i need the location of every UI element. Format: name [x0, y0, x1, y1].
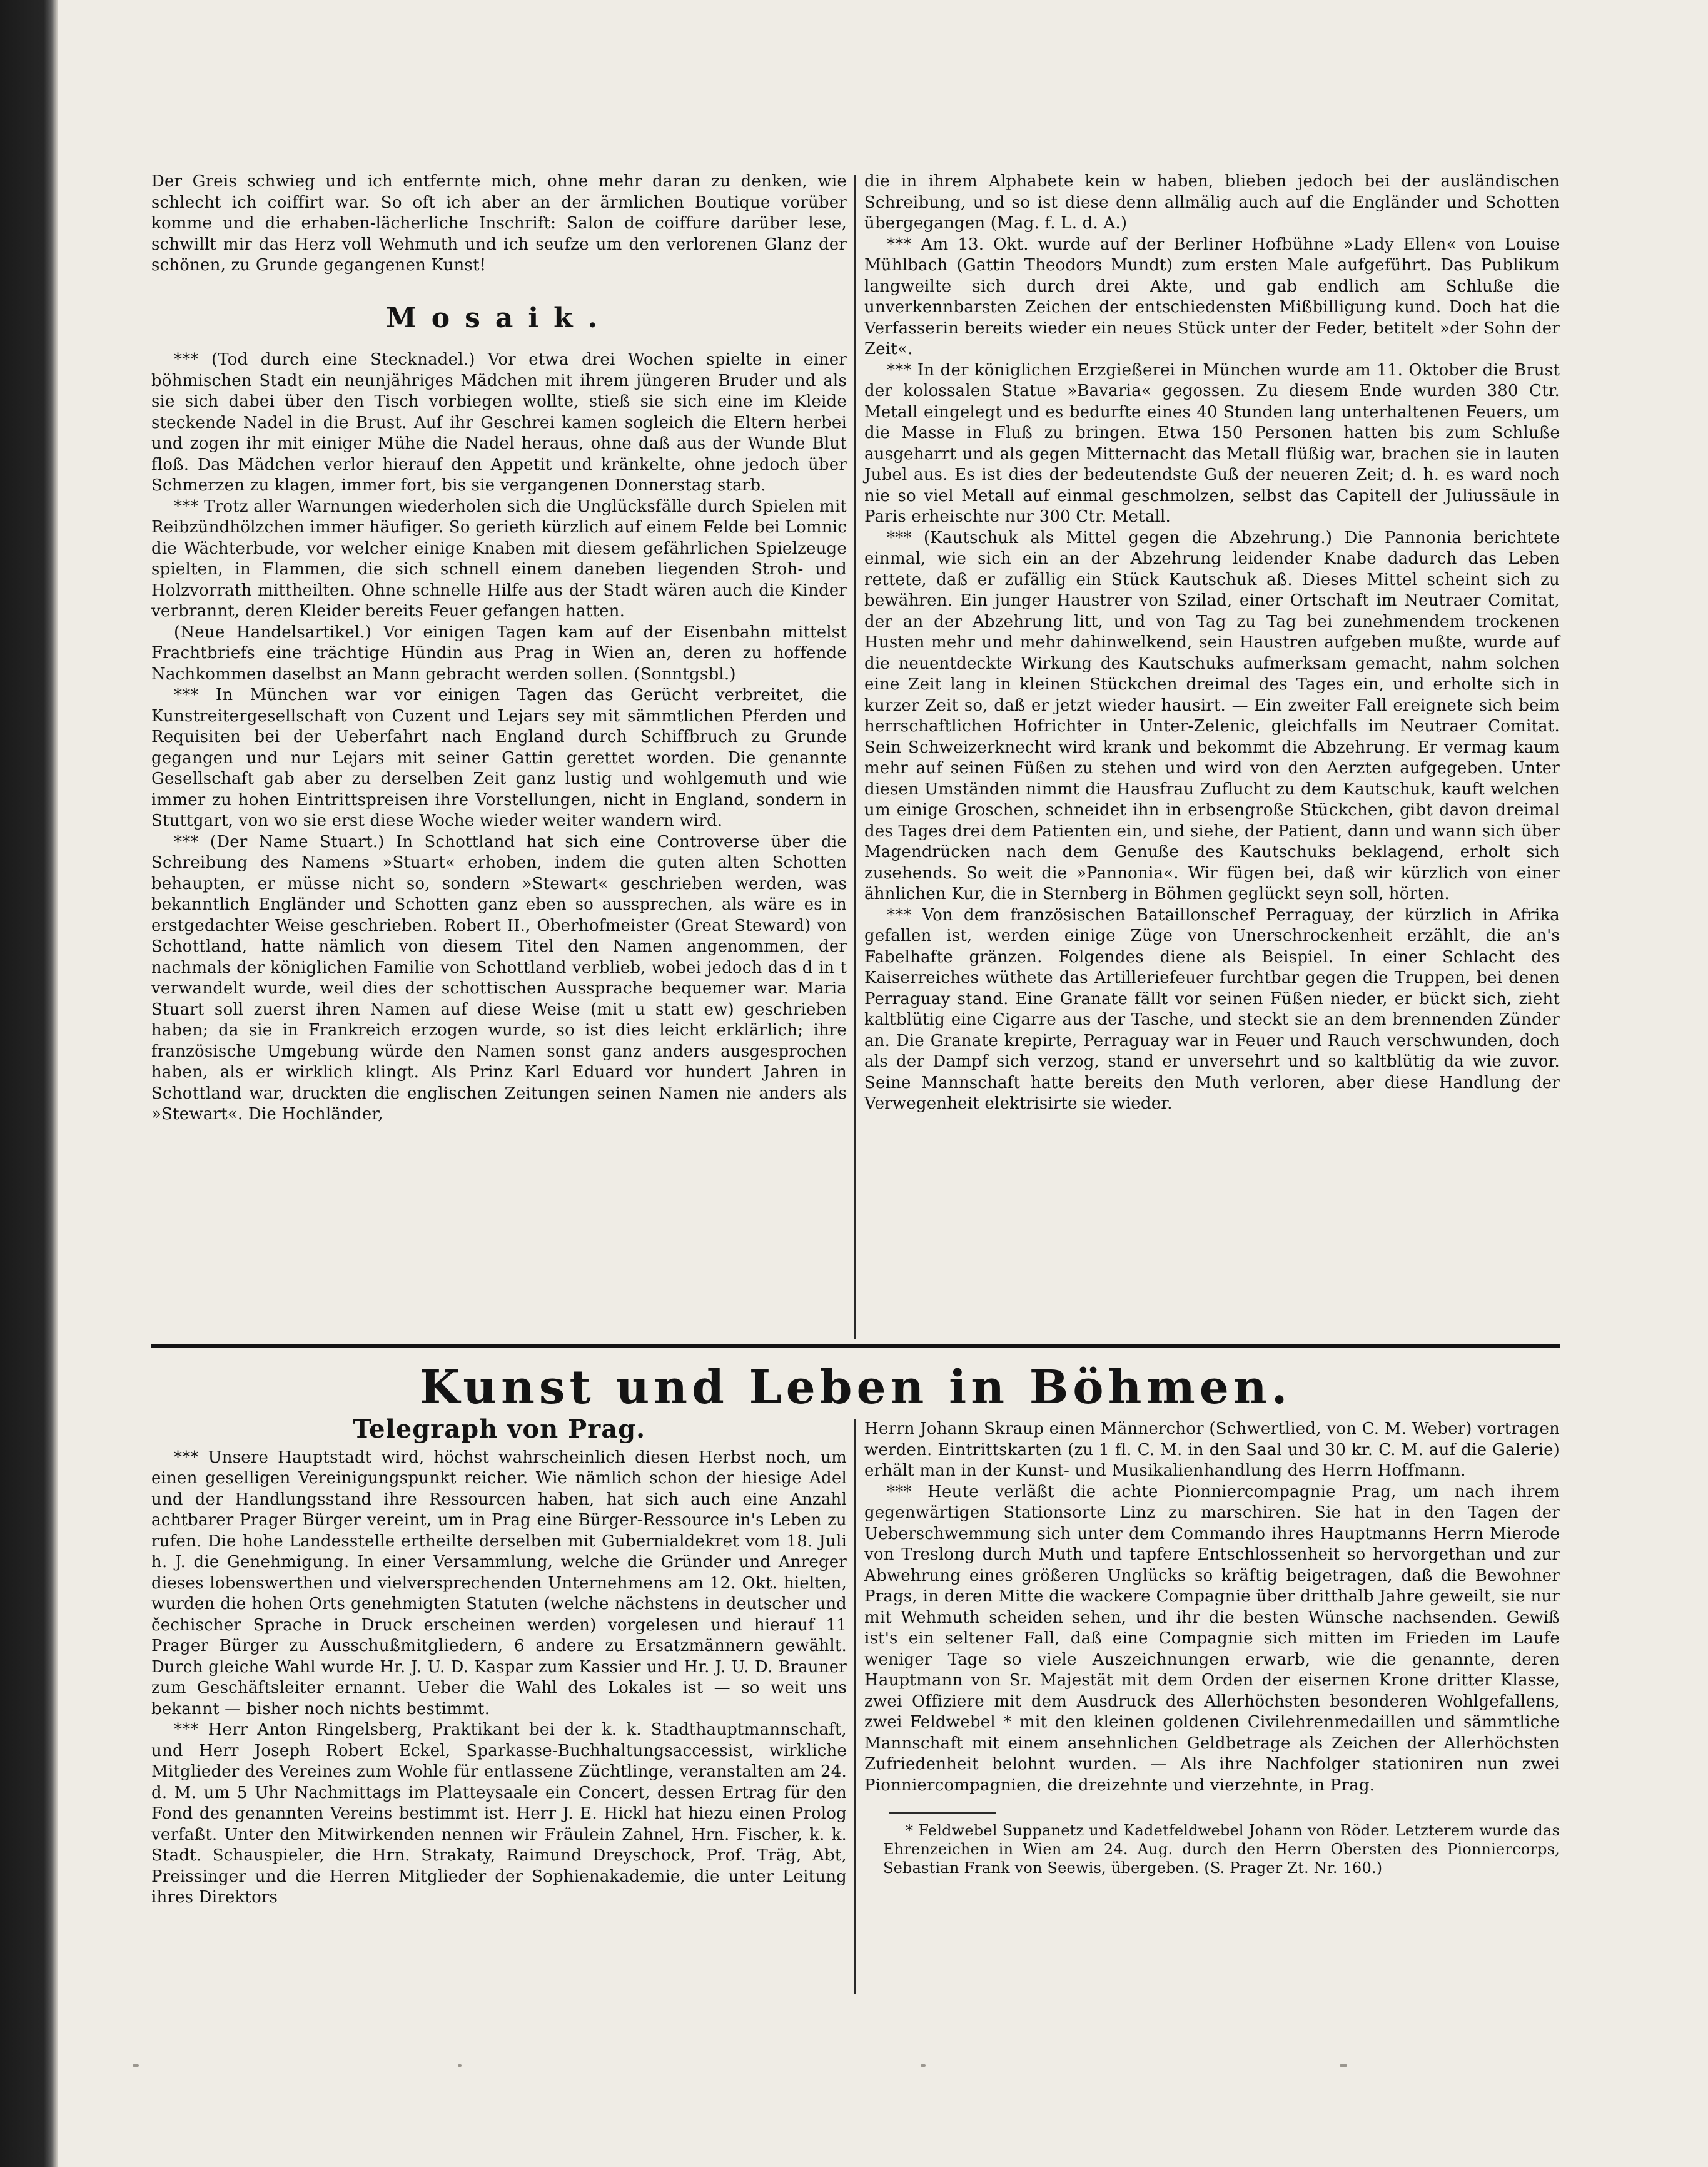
scan-book-edge — [0, 0, 58, 2167]
column-rule-bottom — [854, 1419, 856, 1994]
column-rule-top — [854, 175, 856, 1339]
column-right-top — [864, 171, 1560, 1115]
article-paragraph: (Neue Handelsartikel.) Vor einigen Tagen kam auf der Eisenbahn mittelst Frachtbriefs eine trächtige Hündin aus Prag in Wien an, deren zu hoffende Nachkommen daselbst an Mann gebracht werden sollen. (Sonntgsbl.) — [151, 622, 847, 684]
article-paragraph: *** (Tod durch eine Stecknadel.) Vor etwa drei Wochen spielte in einer böhmischen Stadt ein neunjähriges Mädchen mit ihrem jüngeren Bruder und als sie sich dabei über den Tisch vorbiegen wollte, stieß sie sich eine im Kleide steckende Nadel in die Brust. Auf ihr Geschrei kamen sogleich die Eltern herbei und zogen ihr mit einiger Mühe die Nadel heraus, ohne daß aus der Wunde Blut floß. Das Mädchen verlor hierauf den Appetit und kränkelte, ohne jedoch über Schmerzen zu klagen, immer fort, bis sie vergangenen Donnerstag starb. — [151, 350, 847, 495]
article-paragraph: *** In der königlichen Erzgießerei in München wurde am 11. Oktober die Brust der kolossalen Statue »Bavaria« gegossen. Zu diesem Ende wurden 380 Ctr. Metall eingelegt und es bedurfte eines 40 Stunden lang unterhaltenen Feuers, um die Masse in Fluß zu bringen. Etwa 150 Personen hatten bis zum Schluße ausgeharrt und als gegen Mitternacht das Metall flüßig war, brachen sie in lauten Jubel aus. Es ist dies der bedeutendste Guß der neueren Zeit; d. h. es ward noch nie so viel Metall auf einmal geschmolzen, selbst das Capitell der Juliussäule in Paris erheischte nur 300 Ctr. Metall. — [864, 360, 1560, 526]
print-speck — [133, 2064, 139, 2067]
article-paragraph: die in ihrem Alphabete kein w haben, blieben jedoch bei der ausländischen Schreibung, und so ist diese denn allmälig auch auf die Engländer und Schotten übergegangen (Mag. f. L. d. A.) — [864, 172, 1560, 233]
article-paragraph: *** In München war vor einigen Tagen das Gerücht verbreitet, die Kunstreitergesellschaft von Cuzent und Lejars sey mit sämmtlichen Pferden und Requisiten bei der Ueberfahrt nach England durch Schiffbruch zu Grunde gegangen und nur Lejars mit seiner Gattin gerettet worden. Die genannte Gesellschaft gab aber zu derselben Zeit ganz lustig und wohlgemuth und wie immer zu hohen Eintrittspreisen ihre Vorstellungen, nicht in England, sondern in Stuttgart, von wo sie erst diese Woche wieder weiter wandern wird. — [151, 686, 847, 830]
column-left-top — [151, 171, 847, 1125]
section-divider-rule — [151, 1344, 1560, 1348]
footnote: * Feldwebel Suppanetz und Kadetfeldwebel Johann von Röder. Letzterem wurde das Ehrenzeichen in Wien am 24. Aug. durch den Herrn Obersten des Pionniercorps, Sebastian Frank von Seewis, übergeben. (S. Prager Zt. Nr. 160.) — [883, 1822, 1560, 1877]
article-paragraph: *** (Der Name Stuart.) In Schottland hat sich eine Controverse über die Schreibung des Namens »Stuart« erhoben, indem die guten alten Schotten behaupten, er müsse nicht so, sondern »Stewart« geschrieben werden, was bekanntlich Engländer und Schotten ganz eben so aussprechen, als wäre es in erstgedachter Weise geschrieben. Robert II., Oberhofmeister (Great Steward) von Schottland, hatte nämlich von diesem Titel den Namen angenommen, der nachmals der königlichen Familie von Schottland verblieb, wobei jedoch das d in t verwandelt wurde, weil dies der schottischen Aussprache bequemer war. Maria Stuart soll zuerst ihren Namen auf diese Weise (mit u statt ew) geschrieben haben; da sie in Frankreich erzogen wurde, so ist dies leicht erklärlich; ihre französische Umgebung würde den Namen sonst ganz anders ausgesprochen haben, als er wirklich klingt. Als Prinz Karl Eduard vor hundert Jahren in Schottland war, druckten die englischen Zeitungen seinen Namen nie anders als »Stewart«. Die Hochländer, — [151, 832, 847, 1124]
article-paragraph: *** Unsere Hauptstadt wird, höchst wahrscheinlich diesen Herbst noch, um einen geselligen Vereinigungspunkt reicher. Wie nämlich schon der hiesige Adel und der Handlungsstand ihre Ressourcen haben, hat sich auch eine Anzahl achtbarer Prager Bürger vereint, um in Prag eine Bürger-Ressource in's Leben zu rufen. Die hohe Landesstelle ertheilte derselben mit Gubernialdekret vom 18. Juli h. J. die Genehmigung. In einer Versammlung, welche die Gründer und Anreger dieses lobenswerthen und vielversprechenden Unternehmens am 12. Okt. hielten, wurden die hohen Orts genehmigten Statuten (welche nächstens in deutscher und čechischer Sprache in Druck erscheinen werden) vorgelesen und hierauf 11 Prager Bürger zu Ausschußmitgliedern, 6 andere zu Ersatzmännern gewählt. Durch gleiche Wahl wurde Hr. J. U. D. Kaspar zum Kassier und Hr. J. U. D. Brauner zum Geschäftsleiter ernannt. Ueber die Wahl des Lokales ist — so weit uns bekannt — bisher noch nichts bestimmt. — [151, 1448, 847, 1718]
article-paragraph: *** Am 13. Okt. wurde auf der Berliner Hofbühne »Lady Ellen« von Louise Mühlbach (Gattin Theodors Mundt) zum ersten Male aufgeführt. Das Publikum langweilte sich durch drei Akte, und gab endlich am Schluße die unverkennbarsten Zeichen der entschiedensten Mißbilligung kund. Doch hat die Verfasserin bereits wieder ein neues Stück unter der Feder, betitelt »der Sohn der Zeit«. — [864, 235, 1560, 358]
article-paragraph: Herrn Johann Skraup einen Männerchor (Schwertlied, von C. M. Weber) vortragen werden. Eintrittskarten (zu 1 fl. C. M. in den Saal und 30 kr. C. M. auf die Galerie) erhält man in der Kunst- und Musikalienhandlung des Herrn Hoffmann. — [864, 1419, 1560, 1480]
article-paragraph: *** Trotz aller Warnungen wiederholen sich die Unglücksfälle durch Spielen mit Reibzündhölzchen immer häufiger. So gerieth kürzlich auf einem Felde bei Lomnic die Wächterbude, vor welcher einige Knaben mit diesem gefährlichen Spielzeuge spielten, in Flammen, die sich schnell einem daneben liegenden Stroh- und Holzvorrath mittheilten. Ohne schnelle Hilfe aus der Stadt wären auch die Kinder verbrannt, deren Kleider bereits Feuer gefangen hatten. — [151, 497, 847, 621]
newspaper-page — [58, 0, 1708, 2167]
print-speck — [458, 2064, 462, 2067]
article-paragraph: *** Von dem französischen Bataillonschef Perraguay, der kürzlich in Afrika gefallen ist, werden einige Züge von Unerschrockenheit erzählt, die an's Fabelhafte gränzen. Folgendes diene als Beispiel. In einer Schlacht des Kaiserreiches wüthete das Artilleriefeuer furchtbar gegen die Truppen, bei denen Perraguay stand. Eine Granate fällt vor seinen Füßen nieder, er bückt sich, zieht kaltblütig eine Cigarre aus der Tasche, und steckt sie an dem brennenden Zünder an. Die Granate krepirte, Perraguay war in Feuer und Rauch verschwunden, doch als der Dampf sich verzog, stand er unversehrt und so kaltblütig da wie zuvor. Seine Mannschaft hatte bereits den Muth verloren, aber diese Handlung der Verwegenheit elektrisirte sie wieder. — [864, 905, 1560, 1113]
article-paragraph: *** Heute verläßt die achte Pionniercompagnie Prag, um nach ihrem gegenwärtigen Stationsorte Linz zu marschiren. Sie hat in den Tagen der Ueberschwemmung sich unter dem Commando ihres Hauptmanns Herrn Mierode von Treslong durch Muth und tapfere Entschlossenheit so hervorgethan und zur Abwehrung eines größeren Unglücks so kräftig beigetragen, daß die Bewohner Prags, in deren Mitte die wackere Compagnie über dritthalb Jahre geweilt, sie nur mit Wehmuth scheiden sehen, und ihr die besten Wünsche nachsenden. Gewiß ist's ein seltener Fall, daß eine Compagnie sich mitten im Frieden im Laufe weniger Tage so viele Auszeichnungen erwarb, wie die genannte, deren Hauptmann von Sr. Majestät mit dem Orden der eisernen Krone dritter Klasse, zwei Offiziere mit dem Ausdruck des Allerhöchsten besonderen Wohlgefallens, zwei Feldwebel * mit den kleinen goldenen Civilehrenmedaillen und sämmtliche Mannschaft mit einem ansehnlichen Geldbetrage als Zeichen der Allerhöchsten Zufriedenheit belohnt wurden. — Als ihre Nachfolger stationiren nun zwei Pionniercompagnien, die dreizehnte und vierzehnte, in Prag. — [864, 1482, 1560, 1795]
article-paragraph: *** (Kautschuk als Mittel gegen die Abzehrung.) Die Pannonia berichtete einmal, wie sich ein an der Abzehrung leidender Knabe dadurch das Leben rettete, daß er zufällig ein Stück Kautschuk aß. Dieses Mittel scheint sich zu bewähren. Ein junger Haustrer von Szilad, einer Ortschaft im Neutraer Comitat, der an der Abzehrung litt, und von Tag zu Tag bei zunehmendem trockenen Husten mehr und mehr dahinwelkend, sein Haustren aufgeben mußte, wurde auf die neuentdeckte Wirkung des Kautschuks aufmerksam gemacht, nahm solchen eine Zeit lang in kleinen Stückchen dreimal des Tages ein, und erholte sich in kurzer Zeit so, daß er jetzt wieder hausirt. — Ein zweiter Fall ereignete sich beim herrschaftlichen Hofrichter in Unter-Zelenic, gleichfalls im Neutraer Comitat. Sein Schweizerknecht wird krank und bekommt die Abzehrung. Er vermag kaum mehr auf seinen Füßen zu stehen und wird von den Aerzten aufgegeben. Unter diesen Umständen nimmt die Hausfrau Zuflucht zu dem Kautschuk, kauft welchen um einige Groschen, schneidet ihn in erbsengroße Stückchen, gibt davon dreimal des Tages drei dem Patienten ein, und siehe, der Patient, dann und wann sich über Magendrücken nach dem Genuße des Kautschuks beklagend, erholt sich zusehends. So weit die »Pannonia«. Wir fügen bei, daß wir kürzlich von einer ähnlichen Kur, die in Sternberg in Böhmen geglückt seyn soll, hörten. — [864, 528, 1560, 903]
print-speck — [1340, 2064, 1347, 2067]
article-paragraph: Der Greis schwieg und ich entfernte mich, ohne mehr daran zu denken, wie schlecht ich coiffirt war. So oft ich aber an der ärmlichen Boutique vorüber komme und die erhaben-lächerliche Inschrift: Salon de coiffure darüber lese, schwillt mir das Herz voll Wehmuth und ich seufze um den verlorenen Glanz der schönen, zu Grunde gegangenen Kunst! — [151, 172, 847, 275]
mosaik-heading: Mosaik. — [386, 302, 612, 334]
section-masthead: Kunst und Leben in Böhmen. — [419, 1361, 1292, 1414]
print-speck — [921, 2064, 926, 2067]
column-right-bottom — [864, 1419, 1560, 1877]
article-paragraph: *** Herr Anton Ringelsberg, Praktikant bei der k. k. Stadthauptmannschaft, und Herr Joseph Robert Eckel, Sparkasse-Buchhaltungsaccessist, wirkliche Mitglieder des Vereines zum Wohle für entlassene Züchtlinge, veranstalten am 24. d. M. um 5 Uhr Nachmittags im Platteysaale ein Concert, dessen Ertrag für den Fond des genannten Vereins bestimmt ist. Herr J. E. Hickl hat hiezu einen Prolog verfaßt. Unter den Mitwirkenden nennen wir Fräulein Zahnel, Hrn. Fischer, k. k. Stadt. Schauspieler, die Hrn. Strakaty, Raimund Dreyschock, Prof. Träg, Abt, Preissinger und die Herren Mitglieder der Sophienakademie, die unter Leitung ihres Direktors — [151, 1720, 847, 1907]
telegraph-heading: Telegraph von Prag. — [352, 1414, 646, 1444]
footnote-rule — [889, 1812, 996, 1814]
column-left-bottom — [151, 1414, 847, 1909]
